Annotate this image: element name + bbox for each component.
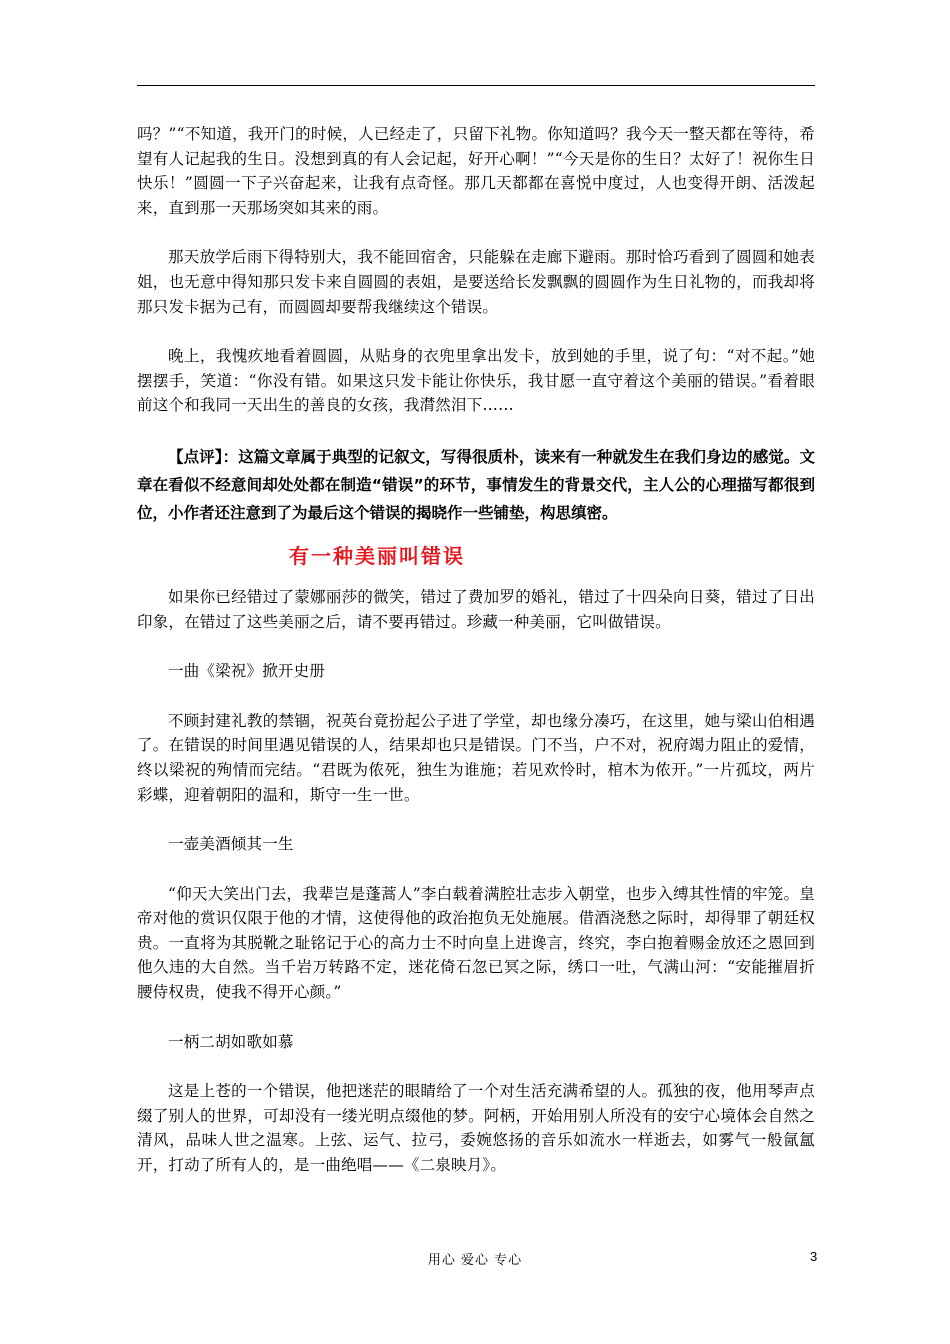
- section-body: 这是上苍的一个错误，他把迷茫的眼睛给了一个对生活充满希望的人。孤独的夜，他用琴声点缀了别人的世界，可却没有一缕光明点缀他的梦。阿柄，开始用别人所没有的安宁心境体会自然之清风，品味人世之温寒。上弦、运气、拉弓，委婉悠扬的音乐如流水一样逝去，如雾气一般氤氲开，打动了所有人的，是一曲绝唱——《二泉映月》。: [137, 1082, 815, 1175]
- paragraph-continued: 吗？”“不知道，我开门的时候，人已经走了，只留下礼物。你知道吗？我今天一整天都在等待，希望有人记起我的生日。没想到真的有人会记起，好开心啊！”“今天是你的生日？太好了！祝你生日快乐！”圆圆一下子兴奋起来，让我有点奇怪。那几天都都在喜悦中度过，人也变得开朗、活泼起来，直到那一天那场突如其来的雨。: [137, 125, 815, 217]
- section-heading: 一曲《梁祝》掀开史册: [168, 662, 326, 681]
- section-heading: 一柄二胡如歌如慕: [168, 1032, 294, 1051]
- footer-slogan: 用心 爱心 专心: [427, 1253, 523, 1268]
- page-number: 3: [810, 1249, 818, 1264]
- page-content: [137, 122, 815, 1178]
- section-heading: 一壶美酒倾其一生: [168, 835, 294, 854]
- section-body: 不顾封建礼教的禁锢，祝英台竟扮起公子进了学堂，却也缘分凑巧，在这里，她与梁山伯相遇了。在错误的时间里遇见错误的人，结果却也只是错误。门不当，户不对，祝府竭力阻止的爱情，终以梁祝的殉情而完结。“君既为侬死，独生为谁施；若见欢怜时，棺木为侬开。”一片孤坟，两片彩蝶，迎着朝阳的温和，斯守一生一世。: [137, 711, 815, 804]
- essay-intro: 如果你已经错过了蒙娜丽莎的微笑，错过了费加罗的婚礼，错过了十四朵向日葵，错过了日出印象，在错过了这些美丽之后，请不要再错过。珍藏一种美丽，它叫做错误。: [137, 587, 815, 631]
- essay-title: 有一种美丽叫错误: [289, 543, 465, 568]
- comment-paragraph: 【点评】：这篇文章属于典型的记叙文，写得很质朴，读来有一种就发生在我们身边的感觉。文章在看似不经意间却处处都在制造“错误”的环节，事情发生的背景交代，主人公的心理描写都很到位，小作者还注意到了为最后这个错误的揭晓作一些铺垫，构思缜密。: [137, 447, 815, 522]
- paragraph-rain: 那天放学后雨下得特别大，我不能回宿舍，只能躲在走廊下避雨。那时恰巧看到了圆圆和她表姐，也无意中得知那只发卡来自圆圆的表姐，是要送给长发飘飘的圆圆作为生日礼物的，而我却将那只发卡据为己有，而圆圆却要帮我继续这个错误。: [137, 248, 815, 316]
- paragraph-evening: 晚上，我愧疚地看着圆圆，从贴身的衣兜里拿出发卡，放到她的手里，说了句：“对不起。”她摆摆手，笑道：“你没有错。如果这只发卡能让你快乐，我甘愿一直守着这个美丽的错误。”看着眼前这个和我同一天出生的善良的女孩，我潸然泪下……: [137, 347, 815, 415]
- header-rule: [137, 85, 815, 86]
- section-body: “仰天大笑出门去，我辈岂是蓬蒿人”李白载着满腔壮志步入朝堂，也步入缚其性情的牢笼。皇帝对他的赏识仅限于他的才情，这使得他的政治抱负无处施展。借酒浇愁之际时，却得罪了朝廷权贵。一直将为其脱靴之耻铭记于心的高力士不时向皇上进谗言，终究，李白抱着赐金放还之恩回到他久违的大自然。当千岩万转路不定，迷花倚石忽已冥之际，绣口一吐，气满山河：“安能摧眉折腰侍权贵，使我不得开心颜。”: [137, 884, 815, 1002]
